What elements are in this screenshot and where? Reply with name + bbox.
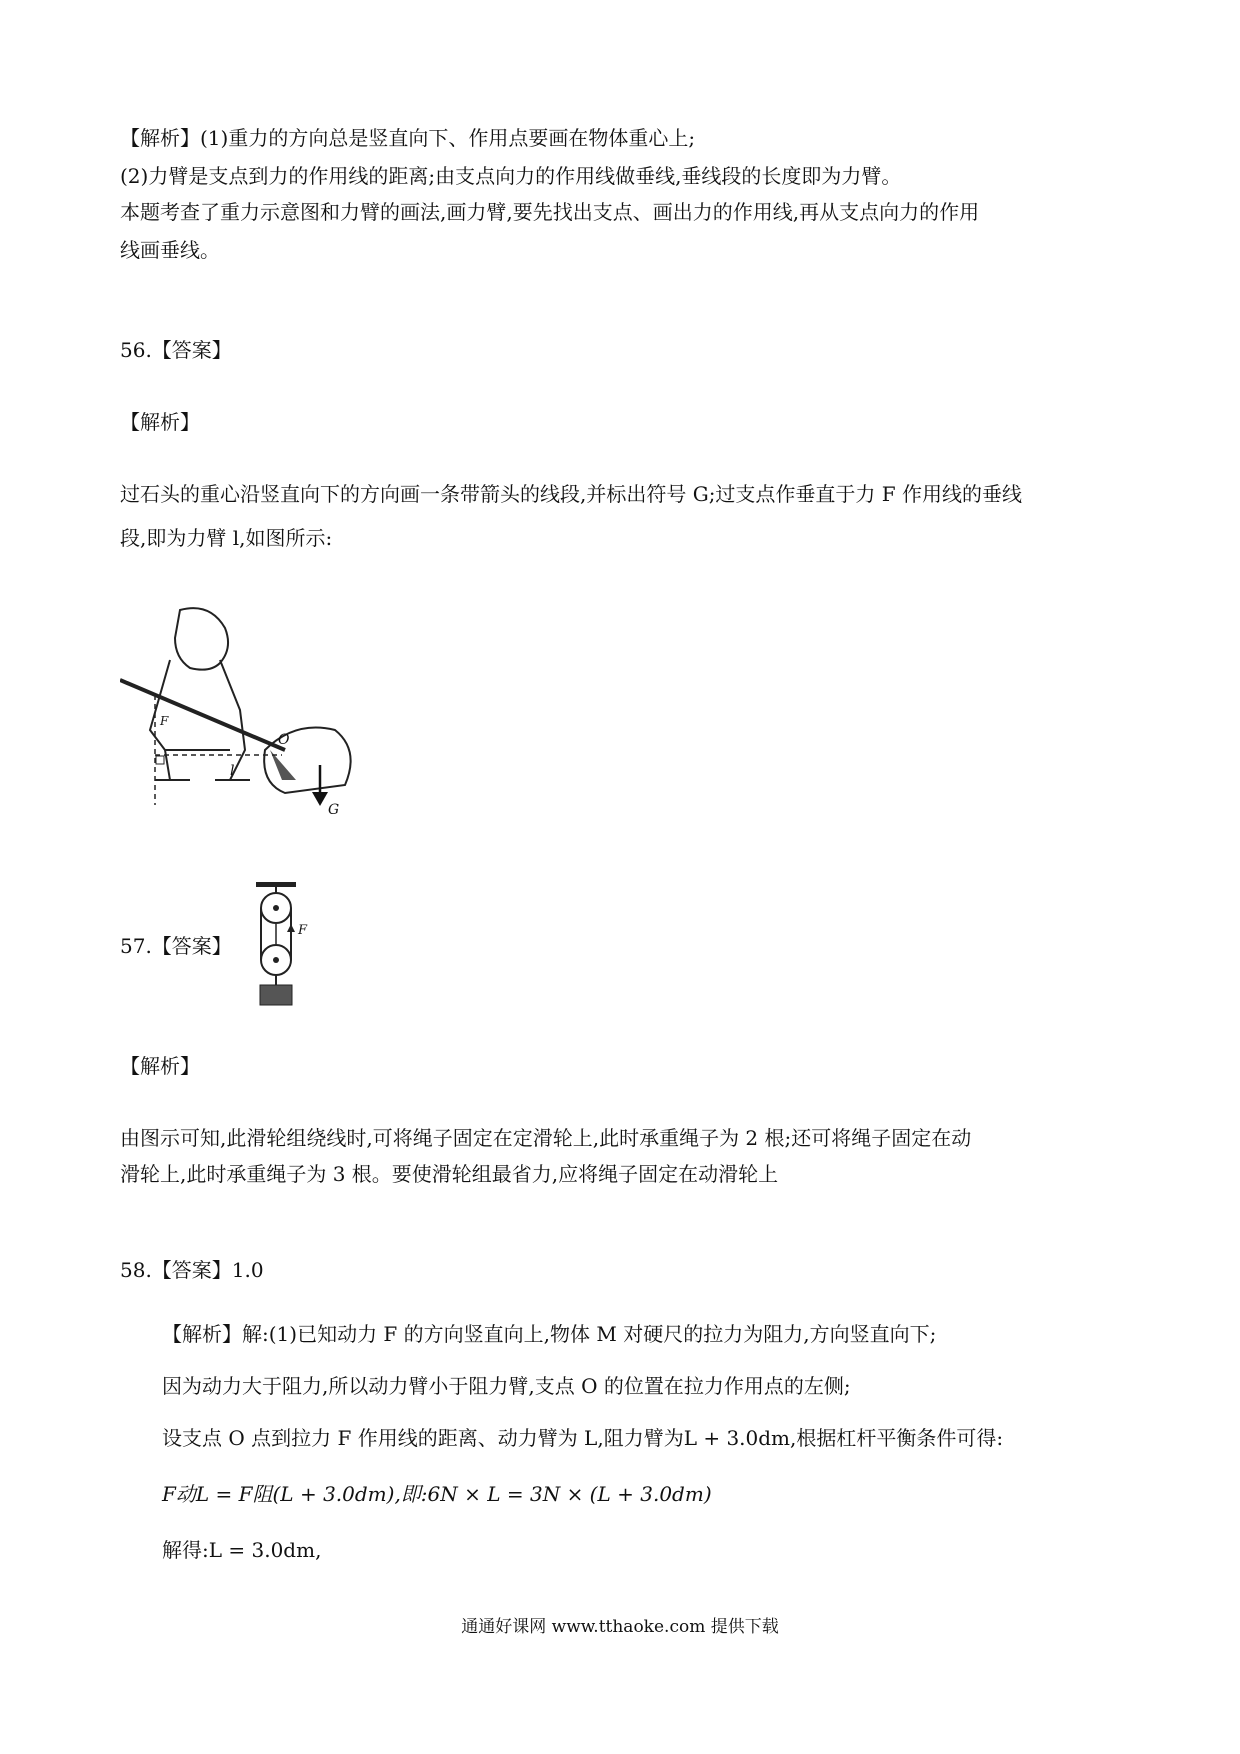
q56-text-2: 段,即为力臂 l,如图所示: — [120, 526, 333, 550]
q58-line-3: 设支点 O 点到拉力 F 作用线的距离、动力臂为 L,阻力臂为L + 3.0dm,根据杠杆平衡条件可得: — [162, 1426, 1004, 1450]
q57-text-2: 滑轮上,此时承重绳子为 3 根。要使滑轮组最省力,应将绳子固定在动滑轮上 — [120, 1162, 779, 1186]
q58-line-1: 【解析】解:(1)已知动力 F 的方向竖直向上,物体 M 对硬尺的拉力为阻力,方向竖直向下; — [162, 1322, 937, 1346]
q57-analysis-label: 【解析】 — [120, 1054, 200, 1078]
q58-answer: 58.【答案】1.0 — [120, 1258, 264, 1282]
lever-figure — [120, 600, 380, 820]
pulley-label-f: F — [298, 923, 308, 938]
q56-text-1: 过石头的重心沿竖直向下的方向画一条带箭头的线段,并标出符号 G;过支点作垂直于力 F 作用线的垂线 — [120, 482, 1023, 506]
q57-answer: 57.【答案】 — [120, 934, 232, 958]
lever-label-l: l — [230, 763, 235, 779]
q56-analysis-label: 【解析】 — [120, 410, 200, 434]
q58-line-5: 解得:L = 3.0dm, — [162, 1538, 322, 1562]
intro-line-4: 线画垂线。 — [120, 238, 220, 262]
pulley-figure — [250, 880, 320, 1010]
q56-answer: 56.【答案】 — [120, 338, 232, 362]
q57-text-1: 由图示可知,此滑轮组绕线时,可将绳子固定在定滑轮上,此时承重绳子为 2 根;还可将绳子固定在动 — [120, 1126, 972, 1150]
lever-label-g: G — [328, 802, 340, 818]
intro-line-2: (2)力臂是支点到力的作用线的距离;由支点向力的作用线做垂线,垂线段的长度即为力臂。 — [120, 164, 902, 188]
intro-line-1: 【解析】(1)重力的方向总是竖直向下、作用点要画在物体重心上; — [120, 126, 696, 150]
intro-line-3: 本题考查了重力示意图和力臂的画法,画力臂,要先找出支点、画出力的作用线,再从支点向力的作用 — [120, 200, 980, 224]
lever-label-f: F — [160, 714, 169, 728]
q58-line-4: F动L = F阻(L + 3.0dm),即:6N × L = 3N × (L + 3.0dm) — [162, 1482, 712, 1506]
page-footer: 通通好课网 www.tthaoke.com 提供下载 — [461, 1617, 779, 1637]
lever-label-o: O — [278, 732, 290, 748]
q58-line-2: 因为动力大于阻力,所以动力臂小于阻力臂,支点 O 的位置在拉力作用点的左侧; — [162, 1374, 851, 1398]
